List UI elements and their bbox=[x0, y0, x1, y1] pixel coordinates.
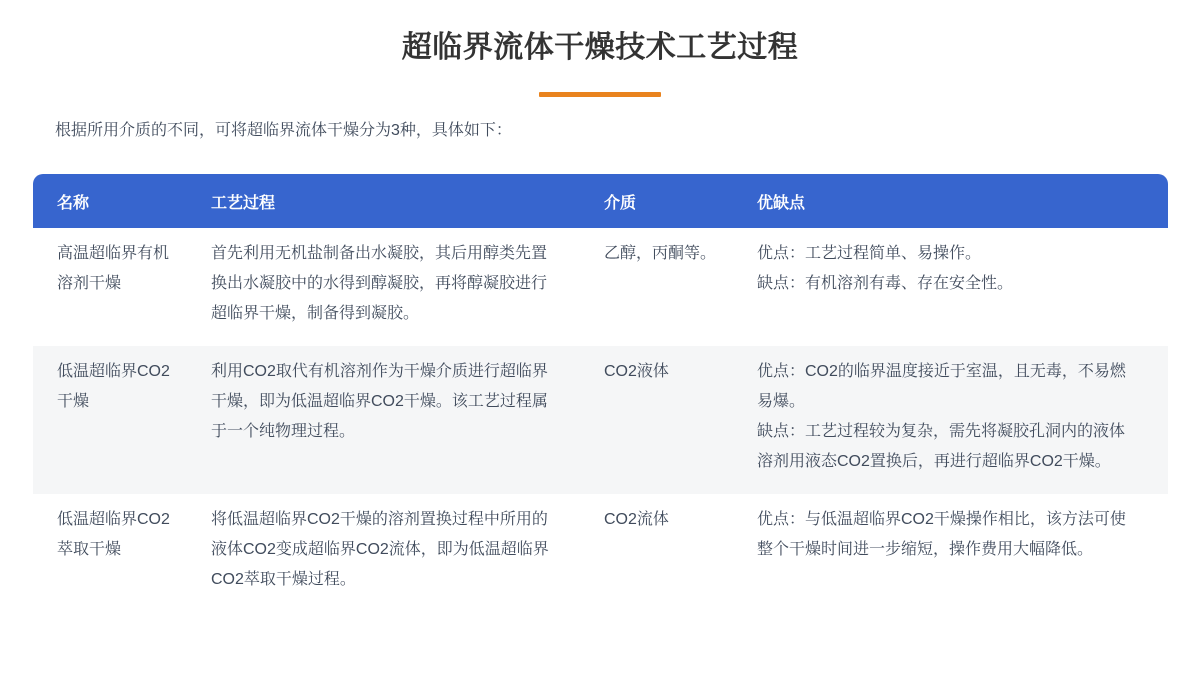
table-header-row bbox=[33, 174, 1168, 228]
row-process: 利用CO2取代有机溶剂作为干燥介质进行超临界干燥，即为低温超临界CO2干燥。该工艺过程属于一个纯物理过程。 bbox=[211, 363, 548, 440]
row-name: 低温超临界CO2萃取干燥 bbox=[57, 511, 170, 558]
page-title: 超临界流体干燥技术工艺过程 bbox=[401, 31, 799, 64]
row-name: 高温超临界有机溶剂干燥 bbox=[57, 245, 170, 292]
row-proscons bbox=[757, 357, 1142, 477]
process-table bbox=[33, 174, 1168, 612]
column-header-process: 工艺过程 bbox=[211, 194, 276, 212]
row-advantages: 优点：与低温超临界CO2干燥操作相比，该方法可使整个干燥时间进一步缩短，操作费用大幅降低。 bbox=[757, 511, 1126, 558]
row-process: 将低温超临界CO2干燥的溶剂置换过程中所用的液体CO2变成超临界CO2流体，即为低温超临界CO2萃取干燥过程。 bbox=[211, 511, 549, 588]
table-row bbox=[33, 228, 1168, 346]
column-header-proscons: 优缺点 bbox=[757, 194, 806, 212]
column-header-name: 名称 bbox=[57, 194, 90, 212]
row-medium: CO2液体 bbox=[604, 363, 669, 380]
row-advantages: 优点：CO2的临界温度接近于室温，且无毒，不易燃易爆。 bbox=[757, 363, 1126, 410]
column-header-medium: 介质 bbox=[604, 194, 637, 212]
row-process: 首先利用无机盐制备出水凝胶，其后用醇类先置换出水凝胶中的水得到醇凝胶，再将醇凝胶进行超临界干燥，制备得到凝胶。 bbox=[211, 245, 548, 322]
row-proscons bbox=[757, 505, 1142, 595]
row-name: 低温超临界CO2干燥 bbox=[57, 363, 170, 410]
row-medium: CO2流体 bbox=[604, 511, 669, 528]
row-advantages: 优点：工艺过程简单、易操作。 bbox=[757, 245, 982, 262]
title-divider bbox=[539, 92, 661, 97]
row-disadvantages: 缺点：有机溶剂有毒、存在安全性。 bbox=[757, 275, 1014, 292]
row-proscons bbox=[757, 239, 1142, 329]
row-medium: 乙醇，丙酮等。 bbox=[604, 245, 717, 262]
table-row bbox=[33, 346, 1168, 494]
table-row bbox=[33, 494, 1168, 612]
intro-text: 根据所用介质的不同，可将超临界流体干燥分为3种，具体如下： bbox=[55, 122, 512, 139]
row-disadvantages: 缺点：工艺过程较为复杂，需先将凝胶孔洞内的液体溶剂用液态CO2置换后，再进行超临界CO2干燥。 bbox=[757, 423, 1126, 470]
